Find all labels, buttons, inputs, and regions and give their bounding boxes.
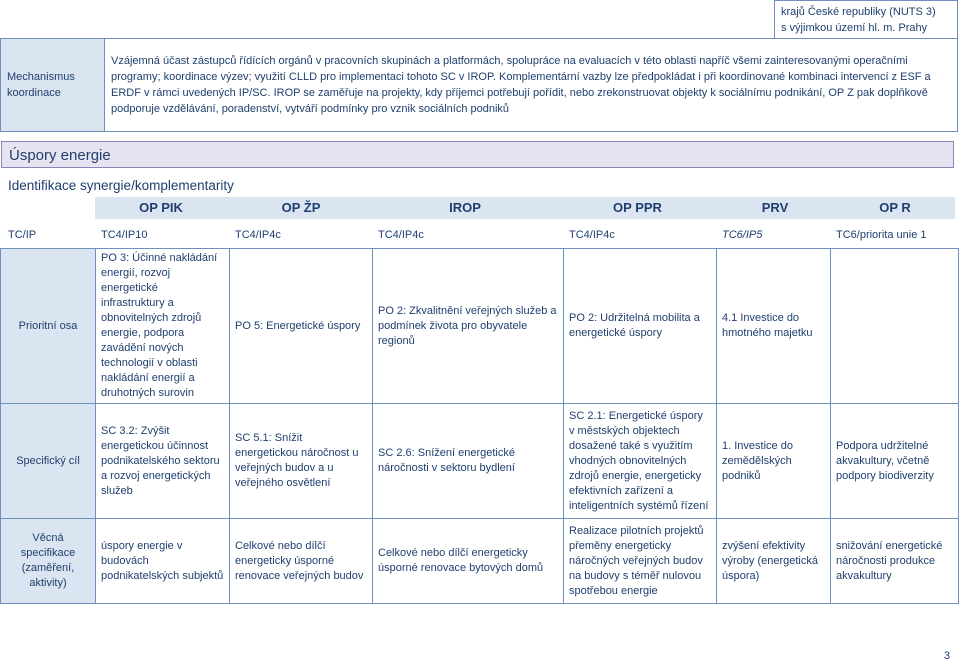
- mechanism-label: Mechanismus koordinace: [1, 39, 105, 132]
- table-cell: zvýšení efektivity výroby (energetická úspora): [717, 519, 831, 604]
- table-cell: SC 3.2: Zvýšit energetickou účinnost podnikatelského sektoru a rozvoj energetických služeb: [96, 404, 230, 519]
- table-cell: SC 2.6: Snížení energetické náročnosti v sektoru bydlení: [373, 404, 564, 519]
- op-header-op-r: OP R: [879, 200, 911, 215]
- table-cell: 4.1 Investice do hmotného majetku: [717, 249, 831, 404]
- table-row: [1, 404, 959, 519]
- table-cell: PO 5: Energetické úspory: [230, 249, 373, 404]
- page-number: 3: [943, 650, 950, 662]
- region-scope-cell: [775, 1, 958, 39]
- op-header-op-ppr: OP PPR: [613, 200, 662, 215]
- mechanism-text: Vzájemná účast zástupců řídících orgánů v pracovních skupinách a platformách, spolupráce na evaluacích v této oblasti napříč všemi zainteresovanými operačními programy; koordinace výzev; využití CLLD pro implementaci tohoto SC v IROP. Komplementární vazby lze předpokládat i při koordinované kombinaci intervencí z ESF a ERDF v rámci uvedených IP/SC. IROP se zaměřuje na projekty, kdy příjemci potřebují pořídit, nebo zrekonstruovat objekty k sociálnímu podnikání, OP Z pak doplňkově podporuje vzdělávání, poradenství, vytváří podmínky pro vznik sociálních podniků: [105, 39, 958, 132]
- tcip-label: TC/IP: [8, 229, 37, 241]
- row-label: Prioritní osa: [1, 249, 96, 404]
- op-header-prv: PRV: [761, 200, 789, 215]
- table-cell: PO 2: Zkvalitnění veřejných služeb a podmínek života pro obyvatele regionů: [373, 249, 564, 404]
- op-header-op-zp: OP ŽP: [281, 200, 321, 215]
- table-cell: snižování energetické náročnosti produkce akvakultury: [831, 519, 959, 604]
- tcip-value: TC6/priorita unie 1: [836, 229, 927, 241]
- row-label: Specifický cíl: [1, 404, 96, 519]
- table-cell: Realizace pilotních projektů přeměny energeticky náročných veřejných budov na budovy s téměř nulovou spotřebou energie: [564, 519, 717, 604]
- tcip-value: TC4/IP4c: [569, 229, 615, 241]
- table-cell: Celkové nebo dílčí energeticky úsporné renovace veřejných budov: [230, 519, 373, 604]
- op-header-op-pik: OP PIK: [139, 200, 183, 215]
- tcip-row: [0, 225, 958, 245]
- table-cell: SC 5.1: Snížit energetickou náročnost u veřejných budov a u veřejného osvětlení: [230, 404, 373, 519]
- table-cell: SC 2.1: Energetické úspory v městských objektech dosažené také s využitím vhodných obnovitelných zdrojů energie, energeticky efektivních zařízení a inteligentních systémů řízení: [564, 404, 717, 519]
- tcip-value: TC4/IP4c: [378, 229, 424, 241]
- region-scope-line2: s výjimkou území hl. m. Prahy: [781, 21, 928, 34]
- identification-title: Identifikace synergie/komplementarity: [8, 178, 234, 193]
- table-cell: Podpora udržitelné akvakultury, včetně podpory biodiverzity: [831, 404, 959, 519]
- region-scope-line1: krajů České republiky (NUTS 3): [781, 5, 936, 18]
- coordination-table: [0, 0, 958, 132]
- section-title: Úspory energie: [1, 141, 954, 168]
- tcip-value: TC6/IP5: [722, 229, 763, 241]
- table-cell: Celkové nebo dílčí energeticky úsporné renovace bytových domů: [373, 519, 564, 604]
- op-header-irop: IROP: [449, 200, 481, 215]
- synergy-table: [0, 248, 959, 604]
- table-cell: [831, 249, 959, 404]
- table-cell: 1. Investice do zemědělských podniků: [717, 404, 831, 519]
- table-row: [1, 519, 959, 604]
- table-row: [1, 249, 959, 404]
- op-header-band: [95, 197, 955, 219]
- table-cell: PO 3: Účinné nakládání energií, rozvoj energetické infrastruktury a obnovitelných zdrojů energie, podpora zavádění nových technologií v oblasti nakládání energií a druhotných surovin: [96, 249, 230, 404]
- tcip-value: TC4/IP4c: [235, 229, 281, 241]
- row-label: Věcná specifikace (zaměření, aktivity): [1, 519, 96, 604]
- table-cell: úspory energie v budovách podnikatelských subjektů: [96, 519, 230, 604]
- table-cell: PO 2: Udržitelná mobilita a energetické úspory: [564, 249, 717, 404]
- tcip-value: TC4/IP10: [101, 229, 148, 241]
